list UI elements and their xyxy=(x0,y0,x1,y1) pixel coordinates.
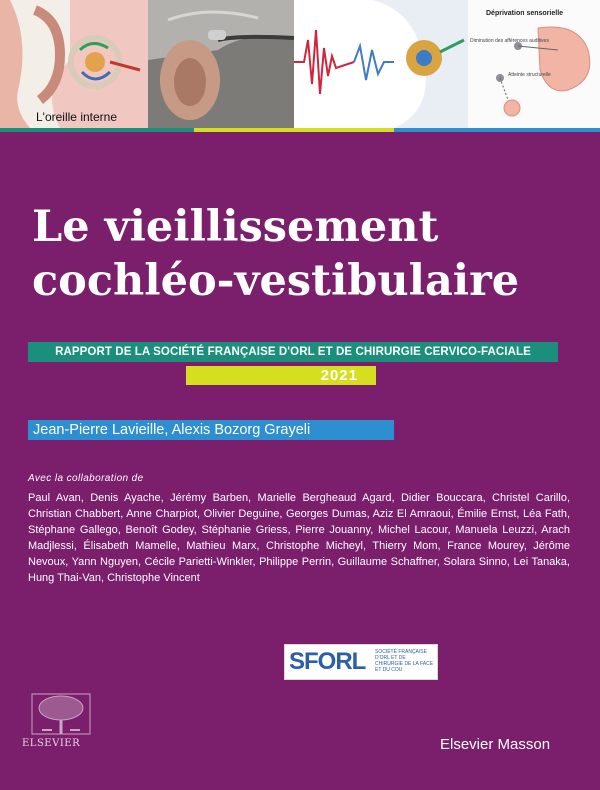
inner-ear-illustration xyxy=(0,0,148,128)
sensory-deprivation-diagram xyxy=(468,0,600,128)
hearing-aid-photo xyxy=(148,0,294,128)
report-subtitle: RAPPORT DE LA SOCIÉTÉ FRANÇAISE D'ORL ET DE CHIRURGIE CERVICO-FACIALE xyxy=(28,342,558,362)
publisher-name: Elsevier Masson xyxy=(440,736,551,753)
elsevier-wordmark: ELSEVIER xyxy=(22,738,81,749)
color-band-blue xyxy=(394,128,600,132)
book-title xyxy=(32,200,572,308)
sforl-logo-text: SOCIÉTÉ FRANÇAISE D'ORL ET DE CHIRURGIE DE LA FACE ET DU COU xyxy=(375,649,434,673)
elsevier-tree-logo xyxy=(28,690,94,760)
diagram-label-structural: Atteinte structurelle xyxy=(508,72,551,78)
auditory-signal-illustration xyxy=(294,0,468,128)
title-line-2: cochléo-vestibulaire xyxy=(32,256,520,306)
sforl-logo-mark: SFORL xyxy=(289,648,366,675)
diagram-title: Déprivation sensorielle xyxy=(486,10,564,17)
panel-caption: L'oreille interne xyxy=(36,110,118,124)
diagram-label-afferents: Diminution des afférences auditives xyxy=(470,38,549,44)
collaboration-label: Avec la collaboration de xyxy=(28,473,144,484)
sforl-logo xyxy=(284,644,438,680)
top-image-strip xyxy=(0,0,600,130)
book-authors: Jean-Pierre Lavieille, Alexis Bozorg Grayeli xyxy=(28,420,394,440)
collaborators-list: Paul Avan, Denis Ayache, Jérémy Barben, Marielle Bergheaud Agard, Didier Bouccara, Christel Carillo, Christian Chabbert, Anne Charpiot, Olivier Deguine, Georges Dumas, Aziz El Amraoui, Émilie Ernst, Léa Fath, Stéphane Gallego, Benoît Godey, Stéphanie Griess, Pierre Jouanny, Michel Lacour, Manuela Leuzzi, Arach Madjlessi, Élisabeth Mamelle, Mathieu Marx, Christophe Micheyl, Thierry Mom, France Mourey, Jérôme Nevoux, Yann Nguyen, Cécile Parietti-Winkler, Philippe Perrin, Guillaume Schaffner, Solara Sinno, Lei Tanaka, Hung Thai-Van, Christophe Vincent xyxy=(28,492,570,584)
report-year: 2021 xyxy=(186,366,376,385)
color-band-teal xyxy=(0,128,194,132)
color-band-yellow xyxy=(194,128,394,132)
title-line-1: Le vieillissement xyxy=(32,202,439,252)
